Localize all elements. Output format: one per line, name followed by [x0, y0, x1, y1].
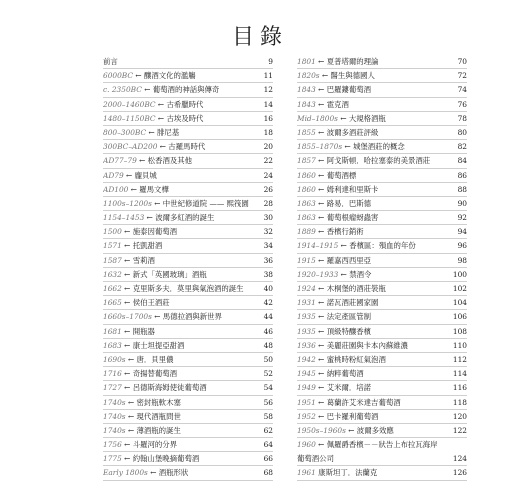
page-title: 目錄: [231, 25, 288, 50]
toc-entry-title: [297, 339, 445, 352]
toc-entry: [103, 452, 273, 466]
toc-entry: [103, 296, 273, 310]
toc-entry: [297, 154, 467, 168]
toc-entry-text: ← 密封瓶軟木塞: [127, 397, 181, 407]
toc-entry-text: ← 姆利達和里斯卡: [318, 184, 379, 194]
toc-entry-page: 88: [457, 184, 467, 194]
toc-entry-text: ← 葡萄根瘤蚜蟲害: [318, 213, 379, 223]
toc-entry-era: 1863: [297, 198, 316, 208]
toc-entry-title: [297, 83, 445, 96]
toc-entry-page: 100: [452, 269, 467, 279]
toc-entry-page: 16: [263, 113, 273, 123]
toc-entry-page: 62: [263, 425, 273, 435]
toc-entry: [103, 211, 273, 225]
toc-entry-era: 1920–1933: [297, 269, 339, 279]
toc-entry-text: 康斯坦丁．法蘭克: [318, 468, 378, 478]
toc-entry-title: [103, 424, 251, 437]
toc-entry-page: 72: [457, 71, 467, 81]
toc-entry: [103, 396, 273, 410]
toc-entry-text: ← 唐．貝里儂: [127, 354, 174, 364]
toc-entry-title: [103, 112, 251, 125]
toc-entry-title: [103, 310, 251, 323]
toc-entry: [297, 239, 467, 253]
toc-entry-page: 40: [263, 284, 273, 293]
toc-entry-era: 1690s: [103, 354, 126, 364]
toc-entry-text: ← 夏普塔爾的理論: [318, 57, 379, 66]
toc-entry-text: ← 呂德斯海姆使徒葡萄酒: [124, 383, 207, 393]
toc-entry: [297, 282, 467, 296]
toc-entry-text: ← 松香酒及其他: [139, 156, 193, 166]
toc-entry-title: [103, 367, 251, 380]
toc-entry-page: 42: [263, 298, 273, 308]
toc-entry: [103, 254, 273, 268]
toc-entry-title: [297, 211, 445, 224]
toc-entry-text: ← 雪莉酒: [124, 255, 155, 265]
toc-entry-text: ← 巴卡羅利葡萄酒: [318, 411, 379, 421]
toc-entry: [103, 310, 273, 324]
toc-entry-page: 66: [263, 454, 273, 464]
toc-entry-text: ← 克里斯多夫．莫里與氣泡酒的誕生: [124, 284, 244, 293]
toc-entry-title: [297, 254, 445, 267]
toc-entry: [297, 396, 467, 410]
toc-entry-era: c. 2350BC: [103, 85, 142, 95]
toc-column-left: [103, 55, 273, 481]
toc-entry-title: [297, 225, 445, 238]
toc-entry-page: 70: [457, 57, 467, 66]
toc-entry-title: [103, 339, 251, 352]
toc-entry-era: 1952: [297, 411, 316, 421]
toc-entry: [297, 112, 467, 126]
toc-entry-era: 1500: [103, 227, 122, 237]
toc-entry: [103, 154, 273, 168]
toc-entry: [103, 55, 273, 69]
toc-entry-era: 1860: [297, 170, 316, 180]
toc-entry: [103, 169, 273, 183]
toc-entry-era: 2000–1460BC: [103, 99, 156, 109]
toc-entry-era: 1740s: [103, 411, 126, 421]
toc-entry-text: ← 羅馬文樺: [130, 184, 169, 194]
toc-entry-title: [297, 296, 445, 309]
toc-entry-page: 46: [263, 326, 273, 336]
toc-entry-page: 106: [452, 312, 467, 322]
toc-entry-era: 1935: [297, 326, 316, 336]
toc-entry: [297, 197, 467, 211]
toc-entry-title: [103, 126, 251, 139]
toc-entry-era: 1665: [103, 298, 122, 308]
toc-entry-title: [297, 112, 445, 125]
toc-entry-page: 124: [452, 454, 467, 464]
toc-entry-era: 1662: [103, 284, 122, 293]
toc-entry-title: [297, 438, 445, 465]
toc-entry-title: [297, 353, 445, 366]
toc-entry: [297, 98, 467, 112]
toc-entry-era: 1154–1453: [103, 213, 145, 223]
toc-entry-era: 1949: [297, 383, 316, 393]
toc-entry-page: 32: [263, 227, 273, 237]
toc-entry-title: [103, 83, 251, 96]
toc-entry-page: 82: [457, 142, 467, 152]
toc-entry-era: 1863: [297, 213, 316, 223]
toc-entry-title: [297, 98, 445, 111]
toc-entry-title: [103, 268, 251, 281]
toc-entry-text: ← 美麗莊園與卡本內蘇維濃: [318, 340, 409, 350]
toc-entry-page: 76: [457, 99, 467, 109]
toc-entry: [103, 410, 273, 424]
toc-entry: [297, 254, 467, 268]
toc-entry-era: 300BC–AD200: [103, 142, 158, 152]
toc-entry-title: [297, 310, 445, 323]
toc-entry: [297, 225, 467, 239]
toc-entry-era: AD100: [103, 184, 129, 194]
toc-entry-page: 122: [452, 425, 467, 435]
toc-entry-title: [297, 239, 445, 252]
toc-entry: [297, 424, 467, 438]
toc-entry-era: 1945: [297, 369, 316, 379]
toc-entry-text: ← 施泰因葡萄酒: [124, 227, 178, 237]
toc-entry-era: 1801: [297, 57, 316, 66]
toc-entry: [103, 367, 273, 381]
toc-entry: [103, 381, 273, 395]
toc-entry-text: ← 約翰山堡晚摘葡萄酒: [124, 454, 200, 464]
toc-entry-title: [297, 410, 445, 423]
toc-entry-era: 1857: [297, 156, 316, 166]
toc-entry-era: 1843: [297, 99, 316, 109]
toc-entry-page: 112: [452, 354, 467, 364]
toc-entry-page: 52: [263, 369, 273, 379]
toc-entry-era: 1681: [103, 326, 122, 336]
toc-entry-page: 114: [452, 369, 467, 379]
toc-entry: [103, 98, 273, 112]
toc-entry-text: ← 雹克酒: [318, 99, 349, 109]
toc-entry-title: [103, 282, 251, 295]
toc-entry-page: 30: [263, 213, 273, 223]
toc-entry-title: [103, 254, 251, 267]
toc-entry-page: 11: [263, 71, 273, 81]
toc-entry-era: Early 1800s: [103, 468, 148, 478]
toc-entry-text: ← 葡萄酒標: [318, 170, 357, 180]
toc-entry-era: 1960: [297, 440, 316, 450]
toc-entry-text: ← 葛蘭許艾米達吉葡萄酒: [318, 397, 401, 407]
toc-entry-title: [297, 140, 445, 153]
toc-entry-page: 12: [263, 85, 273, 95]
toc-entry-era: 1855: [297, 127, 316, 137]
toc-entry-page: 90: [457, 198, 467, 208]
toc-entry-page: 54: [263, 383, 273, 393]
toc-entry: [297, 367, 467, 381]
toc-entry-era: 1587: [103, 255, 122, 265]
toc-entry-text: ← 諾瓦酒莊國家園: [318, 298, 379, 308]
toc-entry-title: [103, 98, 251, 111]
toc-entry-era: 1936: [297, 340, 316, 350]
toc-entry: [297, 339, 467, 353]
toc-entry-era: 1571: [103, 241, 122, 251]
toc-entry: [297, 410, 467, 424]
toc-entry: [103, 112, 273, 126]
toc-entry: [297, 466, 467, 480]
toc-entry: [297, 353, 467, 367]
toc-entry-title: [103, 396, 251, 409]
toc-entry-text: ← 開瓶器: [124, 326, 155, 336]
toc-entry-era: 800–300BC: [103, 127, 147, 137]
toc-entry-title: [103, 438, 251, 451]
toc-entry-text: ← 巴羅鏤葡萄酒: [318, 85, 372, 95]
toc-entry-page: 14: [263, 99, 273, 109]
toc-entry-era: 1100s–1200s: [103, 198, 152, 208]
toc-entry: [297, 296, 467, 310]
toc-entry-title: [103, 183, 251, 196]
toc-entry-page: 110: [452, 340, 467, 350]
toc-entry: [103, 197, 273, 211]
toc-entry: [297, 381, 467, 395]
toc-entry-text: ← 頂級特釀香檳: [318, 326, 372, 336]
toc-entry-title: [103, 140, 251, 153]
toc-entry-text: ← 禁酒令: [340, 269, 372, 279]
toc-entry-text: ← 古羅馬時代: [159, 142, 206, 152]
toc-entry: [103, 69, 273, 83]
toc-entry-text: ← 葡萄酒的神話與傳奇: [144, 85, 220, 95]
toc-entry-page: 18: [263, 127, 273, 137]
toc-entry-page: 116: [452, 383, 467, 393]
toc-entry-era: AD79: [103, 170, 124, 180]
toc-entry-era: 1889: [297, 227, 316, 237]
toc-entry-title: [103, 225, 251, 238]
toc-entry: [103, 140, 273, 154]
toc-entry: [103, 268, 273, 282]
toc-entry-text: ← 古希臘時代: [157, 99, 204, 109]
toc-entry-era: 1855–1870s: [297, 142, 343, 152]
toc-entry-text: ← 波爾多效應: [348, 425, 394, 435]
toc-entry: [103, 225, 273, 239]
toc-entry-page: 96: [457, 241, 467, 251]
toc-entry-title: [297, 55, 445, 68]
toc-entry-era: 1931: [297, 298, 316, 308]
toc-entry-text: ← 城堡酒莊的概念: [344, 142, 405, 152]
toc-entry-text: ← 馬德拉酒與新世界: [154, 312, 222, 322]
toc-entry-page: 92: [457, 213, 467, 223]
toc-entry: [297, 69, 467, 83]
toc-entry-page: 102: [452, 284, 467, 293]
toc-entry-text: ← 薄酒瓶的誕生: [127, 425, 181, 435]
toc-entry-page: 98: [457, 255, 467, 265]
toc-entry-era: 1950s–1960s: [297, 425, 346, 435]
toc-entry-text: ← 法定產區管制: [318, 312, 372, 322]
toc-entry-title: [297, 197, 445, 210]
toc-entry-page: 44: [263, 312, 273, 322]
toc-entry-text: ← 釀酒文化的濫觴: [135, 71, 196, 81]
toc-entry-text: ← 康士坦提亞甜酒: [124, 340, 185, 350]
toc-entry-text: ← 香檳區：殞血的年份: [340, 241, 416, 251]
toc-entry-page: 48: [263, 340, 273, 350]
toc-entry: [297, 140, 467, 154]
toc-entry-era: 1740s: [103, 425, 126, 435]
toc-entry: [297, 211, 467, 225]
toc-entry-era: AD77–79: [103, 156, 137, 166]
toc-entry-text: ← 阿戈斯頓．哈拉塞泰的美景酒莊: [318, 156, 431, 166]
toc-entry-page: 74: [457, 85, 467, 95]
toc-entry-page: 94: [457, 227, 467, 237]
toc-entry-title: [103, 197, 251, 210]
toc-entry-page: 68: [263, 468, 273, 478]
toc-entry-era: 1915: [297, 255, 316, 265]
toc-entry-era: 1914–1915: [297, 241, 339, 251]
toc-entry-text: ← 中世紀修道院 —— 熙筏園: [154, 198, 249, 208]
toc-entry-text: ← 古埃及時代: [157, 113, 204, 123]
toc-entry-text: ← 蜜桃時粉紅氣泡酒: [318, 354, 386, 364]
toc-entry-era: 1775: [103, 454, 122, 464]
toc-entry: [297, 126, 467, 140]
toc-entry-text: ← 龐貝城: [126, 170, 157, 180]
toc-entry: [103, 83, 273, 97]
toc-entry-page: 22: [263, 156, 273, 166]
toc-entry-title: [103, 466, 251, 479]
toc-entry-text: ← 醫生與德國人: [321, 71, 375, 81]
toc-entry-title: [297, 367, 445, 380]
toc-entry-text: 前言: [103, 57, 118, 66]
toc-entry-title: [297, 183, 445, 196]
toc-entry-text: ← 艾米爾．培諾: [318, 383, 372, 393]
toc-entry-era: 1660s–1700s: [103, 312, 152, 322]
toc-entry-era: 6000BC: [103, 71, 134, 81]
toc-entry-title: [297, 381, 445, 394]
toc-entry-text: ← 大規格酒瓶: [340, 113, 386, 123]
toc-entry-text: ← 腓尼基: [148, 127, 180, 137]
toc-entry-text: ← 木桐堡的酒莊裝瓶: [318, 284, 386, 293]
toc-entry-page: 50: [263, 354, 273, 364]
toc-entry-page: 38: [263, 269, 273, 279]
toc-entry-era: 1843: [297, 85, 316, 95]
toc-entry-title: [297, 126, 445, 139]
toc-entry-text: ← 侯伯王酒莊: [124, 298, 170, 308]
toc-entry-title: [103, 239, 251, 252]
toc-entry-text: ← 佩羅爵香檳－－狀告上布拉瓦海岸葡萄酒公司: [297, 440, 438, 463]
toc-entry-page: 118: [452, 397, 467, 407]
toc-entry-title: [103, 55, 251, 68]
toc-entry-title: [103, 154, 251, 167]
toc-entry: [297, 169, 467, 183]
toc-entry-title: [297, 69, 445, 82]
toc-entry-title: [297, 325, 445, 338]
toc-entry-page: 84: [457, 156, 467, 166]
toc-entry: [103, 183, 273, 197]
toc-entry-text: ← 路易．巴斯德: [318, 198, 372, 208]
toc-entry-page: 58: [263, 411, 273, 421]
toc-entry-page: 78: [457, 113, 467, 123]
toc-entry-title: [103, 325, 251, 338]
toc-entry-page: 104: [452, 298, 467, 308]
toc-entry-title: [297, 396, 445, 409]
toc-entry-era: 1820s: [297, 71, 320, 81]
toc-entry-title: [103, 381, 251, 394]
toc-entry-era: 1632: [103, 269, 122, 279]
toc-entry: [297, 83, 467, 97]
toc-entry-title: [103, 410, 251, 423]
toc-entry-page: 86: [457, 170, 467, 180]
toc-entry-text: ← 新式「英國玻璃」酒瓶: [124, 269, 207, 279]
toc-entry-page: 9: [268, 57, 273, 66]
toc-entry-text: ← 納粹葡萄酒: [318, 369, 364, 379]
toc-entry-era: 1756: [103, 440, 122, 450]
toc-entry-era: 1924: [297, 284, 316, 293]
toc-entry-era: 1480–1150BC: [103, 113, 156, 123]
toc-entry-era: 1740s: [103, 397, 126, 407]
toc-entry-page: 64: [263, 440, 273, 450]
toc-entry: [297, 183, 467, 197]
toc-entry-era: 1961: [297, 468, 316, 478]
toc-entry: [103, 424, 273, 438]
toc-entry: [103, 282, 273, 296]
toc-entry-page: 80: [457, 127, 467, 137]
toc-entry-page: 108: [452, 326, 467, 336]
toc-entry-era: 1860: [297, 184, 316, 194]
toc-entry-page: 126: [452, 468, 467, 478]
toc-entry-page: 34: [263, 241, 273, 251]
toc-entry-era: 1727: [103, 383, 122, 393]
toc-entry-page: 36: [263, 255, 273, 265]
toc-entry-title: [297, 268, 445, 281]
toc-entry-title: [297, 169, 445, 182]
toc-entry-title: [103, 353, 251, 366]
toc-entry-text: ← 托凱甜酒: [124, 241, 163, 251]
toc-entry-text: ← 奇揚替葡萄酒: [124, 369, 178, 379]
toc-entry-text: ← 斗羅河的分界: [124, 440, 178, 450]
toc-entry-page: 56: [263, 397, 273, 407]
toc-entry-page: 24: [263, 170, 273, 180]
toc-entry-title: [297, 466, 445, 479]
toc-entry: [103, 339, 273, 353]
toc-entry-era: 1683: [103, 340, 122, 350]
toc-entry: [103, 438, 273, 452]
toc-entry-page: 28: [263, 198, 273, 208]
toc-entry: [103, 325, 273, 339]
toc-entry: [297, 268, 467, 282]
toc-entry-title: [297, 424, 445, 437]
toc-entry-title: [103, 296, 251, 309]
toc-entry-text: ← 波爾多紅酒的誕生: [146, 213, 215, 223]
toc-entry-text: ← 香檳行銷術: [318, 227, 364, 237]
toc-entry: [297, 310, 467, 324]
toc-entry: [103, 466, 273, 480]
toc-column-right: [297, 55, 467, 481]
toc-entry-page: 26: [263, 184, 273, 194]
toc-entry: [297, 438, 467, 466]
toc-entry-text: ← 波爾多酒莊評級: [318, 127, 379, 137]
toc-entry-title: [103, 452, 251, 465]
toc-entry-title: [297, 154, 445, 167]
toc-entry-era: 1716: [103, 369, 122, 379]
toc-entry-page: 120: [452, 411, 467, 421]
toc-entry-title: [103, 211, 251, 224]
toc-entry: [297, 325, 467, 339]
toc-entry-page: 20: [263, 142, 273, 152]
toc-entry-era: Mid–1800s: [297, 113, 338, 123]
toc-entry-title: [103, 69, 251, 82]
toc-entry-title: [297, 282, 445, 295]
toc-entry-era: 1951: [297, 397, 316, 407]
toc-entry: [297, 55, 467, 69]
toc-entry: [103, 126, 273, 140]
toc-entry: [103, 239, 273, 253]
toc-entry-title: [103, 169, 251, 182]
toc-entry-era: 1942: [297, 354, 316, 364]
toc-entry-text: ← 酒瓶形狀: [150, 468, 189, 478]
toc-entry-text: ← 羅嘉西西里亞: [318, 255, 372, 265]
toc-entry: [103, 353, 273, 367]
toc-entry-era: 1935: [297, 312, 316, 322]
toc-entry-text: ← 現代酒瓶問世: [127, 411, 181, 421]
